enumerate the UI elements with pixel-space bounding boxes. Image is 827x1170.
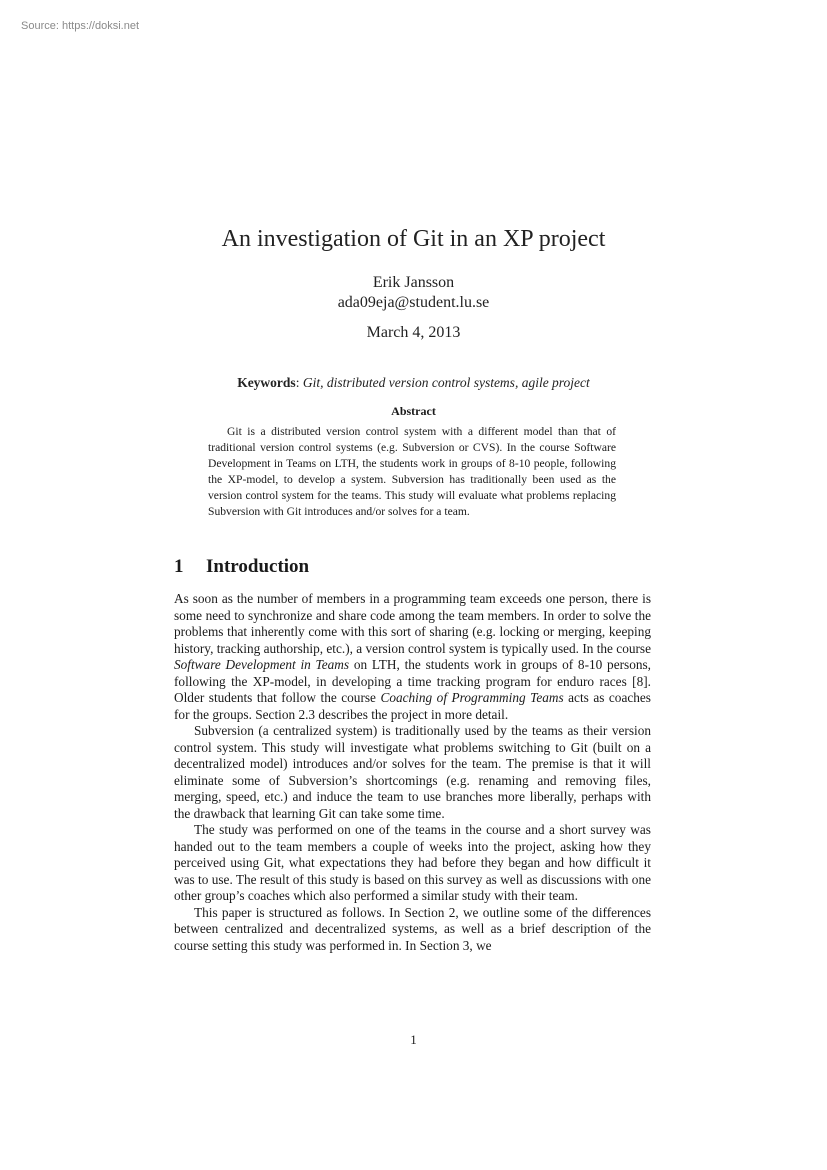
paper-date: March 4, 2013 bbox=[366, 324, 461, 341]
coaching-course-emphasis: Coaching of Programming Teams bbox=[380, 690, 564, 705]
course-name-emphasis: Software Development in Teams bbox=[174, 657, 350, 672]
paragraph-1-part-b: on LTH, the students work in groups of 8-10 persons, following the XP-model, in developing a time tracking program for enduro races [8]. Older students that follow the course bbox=[174, 657, 651, 705]
source-label: Source: https://doksi.net bbox=[21, 20, 140, 32]
paragraph-3: The study was performed on one of the teams in the course and a short survey was handed out to the team members a couple of weeks into the project, asking how they perceived using Git, what expectations they had before they began and how difficult it was to use. The result of this study is based on this survey as well as discussions with one other group’s coaches which also performed a similar study with their team. bbox=[174, 822, 651, 903]
abstract-text: Git is a distributed version control system with a different model than that of traditional version control systems (e.g. Subversion or CVS). In the course Software Development in Teams on LTH, the students work in groups of 8-10 people, following the XP-model, to develop a system. Subversion has traditionally been used as the version control system for the teams. This study will evaluate what problems replacing Subversion with Git introduces and/or solves for a team. bbox=[208, 425, 616, 518]
paragraph-1-part-a: As soon as the number of members in a programming team exceeds one person, there is some need to synchronize and share code among the team members. In order to solve the problems that inherently come with this sort of sharing (e.g. locking or merging, keeping history, tracking authorship, etc.), a version control system is typically used. In the course bbox=[174, 591, 651, 656]
paragraph-1 bbox=[174, 591, 651, 723]
author-name: Erik Jansson bbox=[372, 274, 455, 291]
section-heading bbox=[174, 556, 309, 578]
body-text bbox=[174, 591, 651, 954]
paragraph-4: This paper is structured as follows. In Section 2, we outline some of the differences between centralized and decentralized systems, as well as a brief description of the course setting this study was performed in. In Section 3, we bbox=[174, 904, 651, 953]
page-number: 1 bbox=[410, 1032, 417, 1047]
author-email: ada09eja@student.lu.se bbox=[337, 294, 490, 311]
abstract-heading: Abstract bbox=[391, 404, 436, 418]
keywords-text: Git, distributed version control systems, agile project bbox=[302, 375, 590, 390]
paragraph-1-part-c: acts as coaches for the groups. Section 2.3 describes the project in more detail. bbox=[174, 690, 651, 722]
author-block bbox=[0, 273, 827, 313]
paper-title: An investigation of Git in an XP project bbox=[221, 226, 606, 252]
keywords-label: Keywords bbox=[237, 375, 296, 390]
keywords-line bbox=[0, 375, 827, 391]
paragraph-2: Subversion (a centralized system) is traditionally used by the teams as their version control system. This study will investigate what problems switching to Git (built on a decentralized model) introduces and/or solves for the team. The premise is that it will eliminate some of Subversion’s shortcomings (e.g. renaming and removing files, merging, speed, etc.) and induce the team to use branches more liberally, perhaps with the drawback that learning Git can take some time. bbox=[174, 723, 651, 821]
section-title: Introduction bbox=[206, 556, 310, 577]
keywords-separator: : bbox=[295, 375, 300, 390]
section-number: 1 bbox=[174, 556, 184, 577]
